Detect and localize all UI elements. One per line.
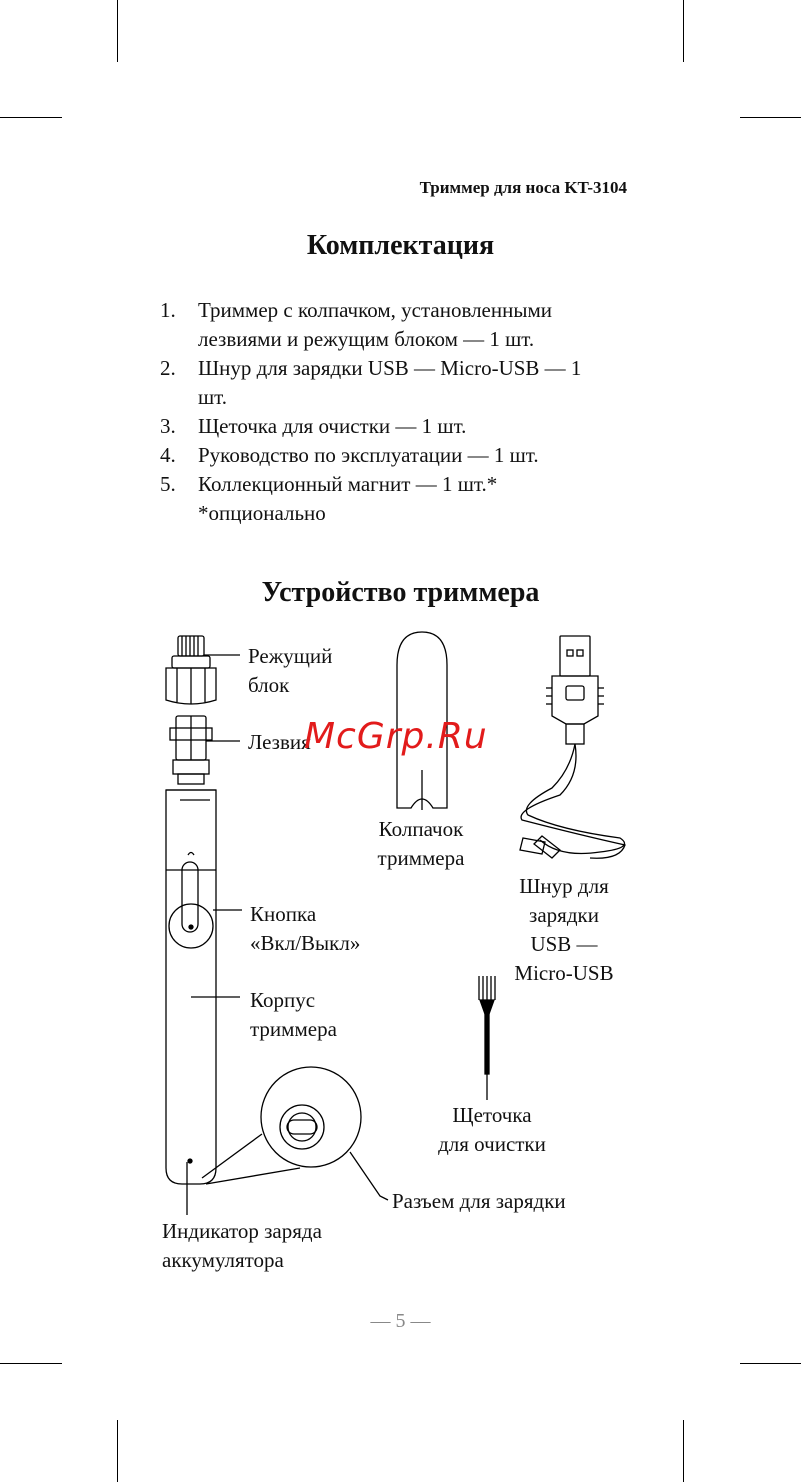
- optional-note: *опционально: [198, 501, 326, 525]
- cutting-block-illustration: [166, 636, 216, 704]
- label-cap: Колпачок триммера: [377, 817, 465, 870]
- device-heading: Устройство триммера: [261, 577, 540, 608]
- label-cutting-block: Режущий блок: [248, 644, 333, 697]
- trimmer-body-illustration: [166, 790, 216, 1184]
- label-trimmer-body: Корпус триммера: [250, 988, 337, 1041]
- list-item: 4. Руководство по эксплуатации — 1 шт.: [160, 443, 539, 467]
- list-item: 5. Коллекционный магнит — 1 шт.*: [160, 472, 498, 496]
- page-number: — 5 —: [370, 1310, 431, 1332]
- label-power-button: Кнопка «Вкл/Выкл»: [250, 902, 361, 955]
- charging-port-illustration: [202, 1067, 361, 1184]
- list-item: 1. Триммер с колпачком, установленными лезвиями и режущим блоком — 1 шт.: [160, 298, 552, 351]
- usb-cable-illustration: [520, 636, 625, 858]
- list-item: 3. Щеточка для очистки — 1 шт.: [160, 414, 467, 438]
- product-title: Триммер для носа KT-3104: [419, 178, 627, 197]
- contents-heading: Комплектация: [306, 230, 495, 261]
- label-cleaning-brush: Щеточка для очистки: [438, 1103, 546, 1156]
- cleaning-brush-illustration: [479, 976, 495, 1100]
- blades-illustration: [170, 716, 212, 784]
- list-item: 2. Шнур для зарядки USB — Micro-USB — 1 шт.: [160, 356, 582, 409]
- label-usb-cable: Шнур для зарядки USB — Micro-USB: [514, 874, 614, 985]
- label-charging-port: Разъем для зарядки: [392, 1189, 566, 1213]
- label-blades: Лезвия: [248, 730, 311, 754]
- label-charge-indicator: Индикатор заряда аккумулятора: [162, 1219, 322, 1272]
- watermark: McGrp.Ru: [304, 716, 488, 757]
